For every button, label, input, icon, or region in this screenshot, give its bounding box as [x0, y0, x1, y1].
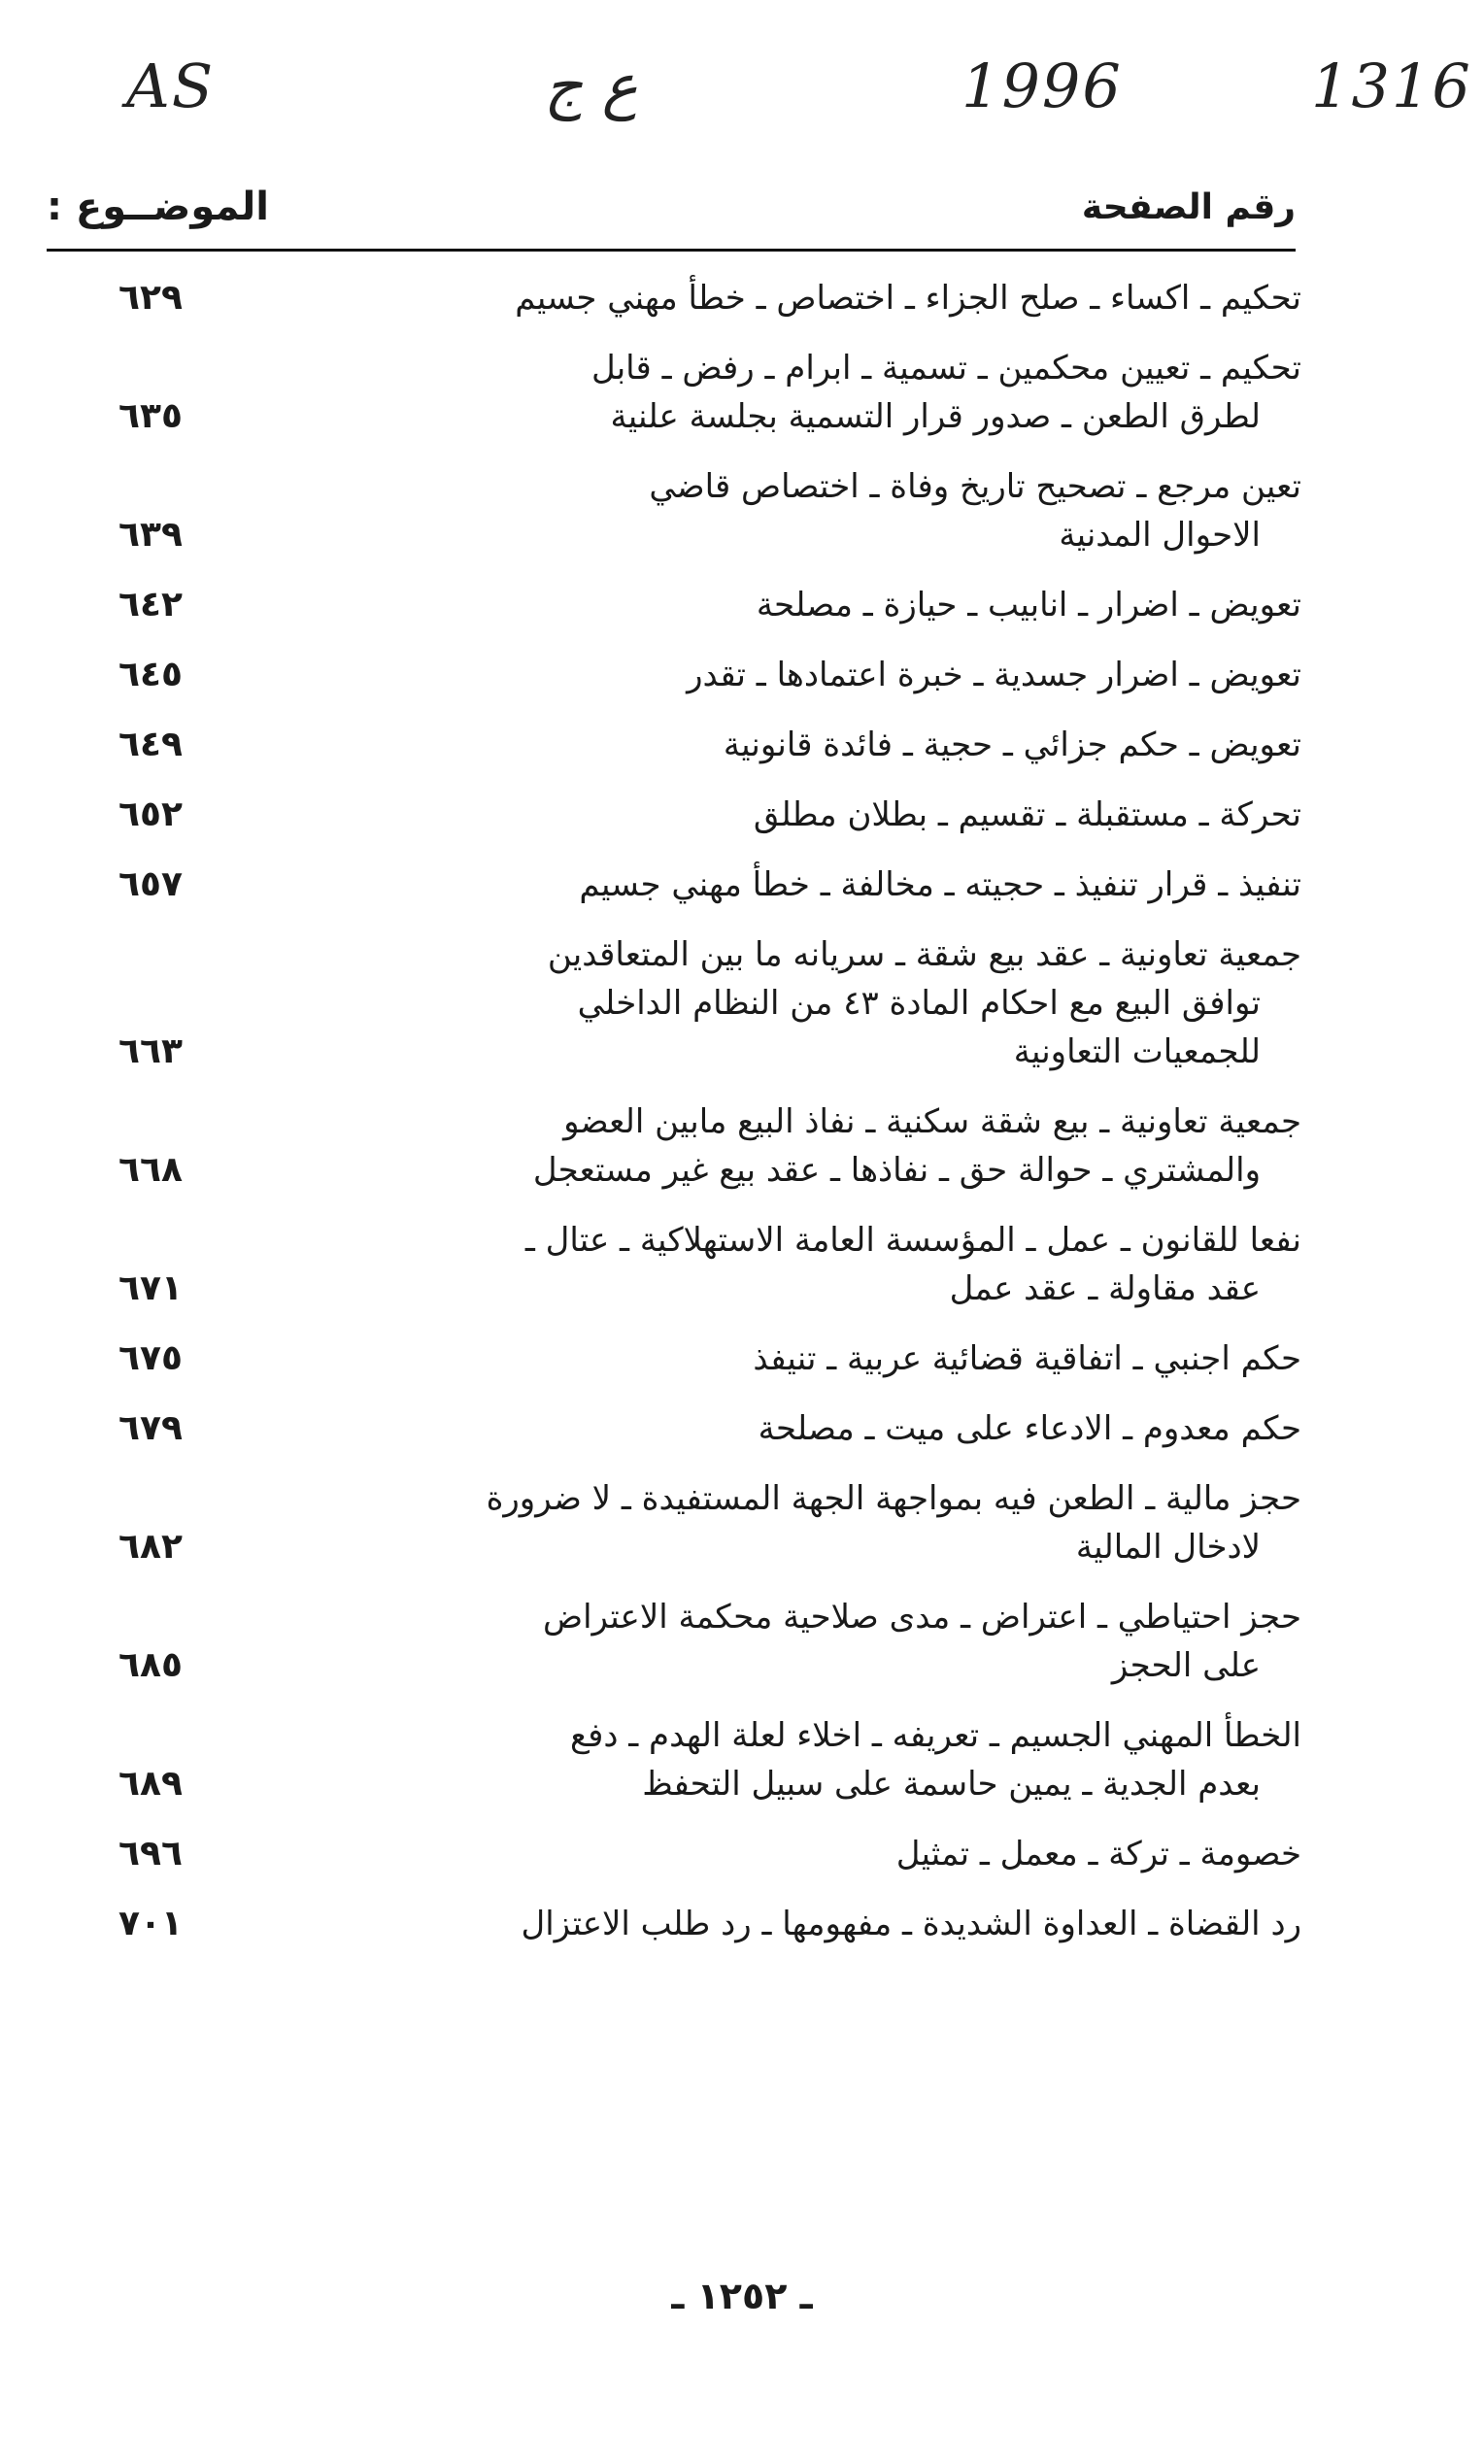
index-entry — [39, 721, 1301, 769]
entry-subject — [204, 1404, 1301, 1453]
entry-page-number: ٧٠١ — [118, 1904, 183, 1943]
index-entry — [39, 344, 1301, 441]
entry-subject-line: حجز احتياطي ـ اعتراض ـ مدى صلاحية محكمة الاعتراض — [542, 1598, 1301, 1637]
entry-page-number: ٦٧٩ — [118, 1408, 183, 1448]
entry-subject-line: تحركة ـ مستقبلة ـ تقسيم ـ بطلان مطلق — [753, 795, 1301, 834]
entry-subject — [204, 791, 1301, 839]
entry-subject-line: عقد مقاولة ـ عقد عمل — [949, 1269, 1261, 1308]
entry-subject — [204, 1474, 1301, 1571]
page-number-column-label: رقم الصفحة — [1081, 186, 1296, 227]
entry-subject-line: تنفيذ ـ قرار تنفيذ ـ حجيته ـ مخالفة ـ خطأ مهني جسيم — [579, 865, 1301, 904]
index-entries — [39, 274, 1301, 1970]
index-entry — [39, 274, 1301, 322]
entry-subject — [204, 344, 1301, 441]
entry-page-number: ٦٨٥ — [118, 1645, 183, 1685]
entry-page-number: ٦٢٩ — [118, 278, 183, 318]
entry-page-number: ٦٨٢ — [118, 1527, 183, 1567]
entry-subject-line: تعين مرجع ـ تصحيح تاريخ وفاة ـ اختصاص قاضي — [649, 467, 1301, 506]
entry-subject-line: بعدم الجدية ـ يمين حاسمة على سبيل التحفظ — [642, 1765, 1261, 1804]
handwritten-note-2: ع ج — [544, 51, 638, 121]
entry-page-number: ٦٦٣ — [118, 1031, 183, 1071]
entry-page-number: ٦٣٥ — [118, 396, 183, 436]
entry-page-number: ٦٤٢ — [118, 585, 183, 624]
entry-subject-line: الخطأ المهني الجسيم ـ تعريفه ـ اخلاء لعلة الهدم ـ دفع — [569, 1716, 1301, 1755]
entry-page-number: ٦٤٥ — [118, 655, 183, 694]
entry-subject — [204, 1097, 1301, 1195]
entry-subject — [204, 930, 1301, 1076]
entry-subject-line: لادخال المالية — [1075, 1528, 1261, 1567]
entry-subject-line: رد القضاة ـ العداوة الشديدة ـ مفهومها ـ رد طلب الاعتزال — [521, 1905, 1301, 1943]
index-entry — [39, 1830, 1301, 1878]
entry-subject — [204, 651, 1301, 699]
entry-subject-line: الاحوال المدنية — [1059, 516, 1261, 555]
entry-subject-line: والمشتري ـ حوالة حق ـ نفاذها ـ عقد بيع غير مستعجل — [532, 1151, 1261, 1190]
entry-page-number: ٦٧١ — [118, 1268, 183, 1308]
entry-subject — [204, 274, 1301, 322]
entry-page-number: ٦٧٥ — [118, 1338, 183, 1378]
entry-page-number: ٦٣٩ — [118, 515, 183, 555]
entry-subject-line: خصومة ـ تركة ـ معمل ـ تمثيل — [895, 1835, 1301, 1873]
entry-subject-line: للجمعيات التعاونية — [1013, 1032, 1261, 1071]
entry-subject-line: جمعية تعاونية ـ بيع شقة سكنية ـ نفاذ البيع مابين العضو — [563, 1102, 1301, 1141]
entry-subject-line: تعويض ـ اضرار ـ انابيب ـ حيازة ـ مصلحة — [756, 586, 1301, 624]
index-entry — [39, 1900, 1301, 1948]
page-footer-number: ـ ١٢٥٢ ـ — [671, 2275, 813, 2317]
entry-subject-line: تعويض ـ حكم جزائي ـ حجية ـ فائدة قانونية — [723, 726, 1301, 764]
entry-subject-line: حجز مالية ـ الطعن فيه بمواجهة الجهة المستفيدة ـ لا ضرورة — [486, 1479, 1301, 1518]
entry-page-number: ٦٨٩ — [118, 1764, 183, 1804]
entry-subject — [204, 1711, 1301, 1808]
index-entry — [39, 930, 1301, 1076]
index-entry — [39, 462, 1301, 559]
entry-page-number: ٦٦٨ — [118, 1150, 183, 1190]
index-entry — [39, 581, 1301, 629]
entry-subject-line: جمعية تعاونية ـ عقد بيع شقة ـ سريانه ما بين المتعاقدين — [547, 935, 1301, 974]
index-entry — [39, 861, 1301, 909]
entry-subject-line: توافق البيع مع احكام المادة ٤٣ من النظام الداخلي — [577, 984, 1261, 1023]
index-entry — [39, 791, 1301, 839]
index-entry — [39, 1474, 1301, 1571]
index-entry — [39, 1593, 1301, 1690]
entry-page-number: ٦٥٧ — [118, 864, 183, 904]
entry-subject-line: على الحجز — [1111, 1646, 1261, 1685]
entry-subject-line: حكم اجنبي ـ اتفاقية قضائية عربية ـ تنيفذ — [753, 1339, 1301, 1378]
index-entry — [39, 1404, 1301, 1453]
handwritten-note-3: 1996 — [961, 51, 1123, 121]
entry-subject-line: حكم معدوم ـ الادعاء على ميت ـ مصلحة — [758, 1409, 1301, 1448]
subject-column-label: الموضــوع : — [47, 185, 269, 229]
index-header — [47, 173, 1296, 241]
index-entry — [39, 651, 1301, 699]
entry-subject-line: تحكيم ـ تعيين محكمين ـ تسمية ـ ابرام ـ رفض ـ قابل — [590, 349, 1301, 388]
entry-subject — [204, 462, 1301, 559]
entry-page-number: ٦٤٩ — [118, 725, 183, 764]
entry-subject — [204, 1830, 1301, 1878]
entry-subject-line: نفعا للقانون ـ عمل ـ المؤسسة العامة الاستهلاكية ـ عتال ـ — [524, 1221, 1301, 1260]
handwritten-note-4: 1316 — [1311, 51, 1472, 121]
entry-subject — [204, 1593, 1301, 1690]
entry-page-number: ٦٩٦ — [118, 1834, 183, 1873]
index-entry — [39, 1097, 1301, 1195]
header-rule — [47, 249, 1296, 252]
index-entry — [39, 1216, 1301, 1313]
index-entry — [39, 1334, 1301, 1383]
entry-page-number: ٦٥٢ — [118, 794, 183, 834]
entry-subject-line: تحكيم ـ اكساء ـ صلح الجزاء ـ اختصاص ـ خطأ مهني جسيم — [515, 279, 1301, 318]
entry-subject-line: لطرق الطعن ـ صدور قرار التسمية بجلسة علنية — [610, 397, 1261, 436]
entry-subject — [204, 861, 1301, 909]
entry-subject — [204, 581, 1301, 629]
entry-subject — [204, 1216, 1301, 1313]
index-entry — [39, 1711, 1301, 1808]
entry-subject — [204, 1334, 1301, 1383]
handwritten-note-1: AS — [126, 51, 216, 121]
entry-subject — [204, 1900, 1301, 1948]
entry-subject-line: تعويض ـ اضرار جسدية ـ خبرة اعتمادها ـ تقدر — [687, 656, 1301, 694]
entry-subject — [204, 721, 1301, 769]
